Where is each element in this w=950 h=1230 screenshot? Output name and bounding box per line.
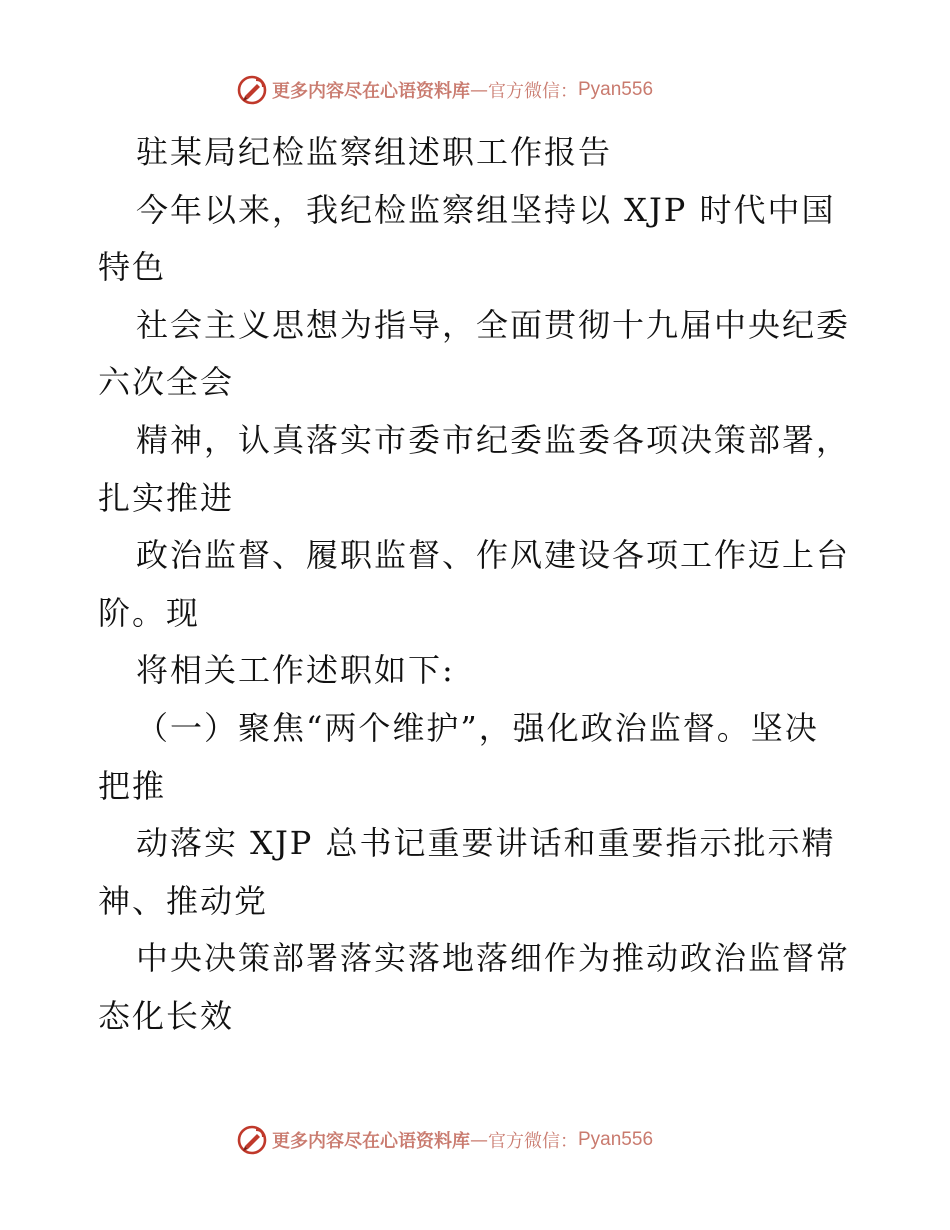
watermark-dash: — [470,79,488,101]
document-title: 驻某局纪检监察组述职工作报告 [136,133,613,171]
watermark-wechat-label: 官方微信： [488,81,578,102]
pen-logo-icon [236,74,268,106]
paragraph-line: 特色 [98,248,167,287]
watermark-text: 更多内容尽在心语资料库 [272,1131,470,1152]
paragraph-line: 政治监督、履职监督、作风建设各项工作迈上台 [136,536,851,575]
watermark-footer [236,1123,653,1157]
paragraph-line: 阶。现 [98,593,201,632]
paragraph-line: 今年以来，我纪检监察组坚持以 XJP 时代中国 [136,190,836,229]
watermark-dash: — [470,1129,488,1151]
paragraph-line: 态化长效 [98,996,235,1035]
paragraph-line: 社会主义思想为指导，全面贯彻十九届中央纪委 [136,305,851,344]
paragraph-line: 把推 [98,766,167,805]
paragraph-line: 动落实 XJP 总书记重要讲话和重要指示批示精 [136,824,836,863]
paragraph-line: 精神，认真落实市委市纪委监委各项决策部署， [136,420,851,459]
paragraph-line: 中央决策部署落实落地落细作为推动政治监督常 [136,939,851,978]
pen-logo-icon [236,1124,268,1156]
watermark-text: 更多内容尽在心语资料库 [272,81,470,102]
paragraph-line: 将相关工作述职如下: [136,651,455,690]
watermark-wechat-label: 官方微信： [488,1131,578,1152]
section-heading-line: （一）聚焦“两个维护”，强化政治监督。坚决 [136,708,819,747]
watermark-wechat-id: Pyan556 [578,1129,654,1150]
paragraph-line: 六次全会 [98,363,235,402]
document-body [98,124,858,1046]
paragraph-line: 神、推动党 [98,881,269,920]
paragraph-line: 扎实推进 [98,478,235,517]
watermark-header [236,73,653,107]
watermark-wechat-id: Pyan556 [578,79,654,100]
